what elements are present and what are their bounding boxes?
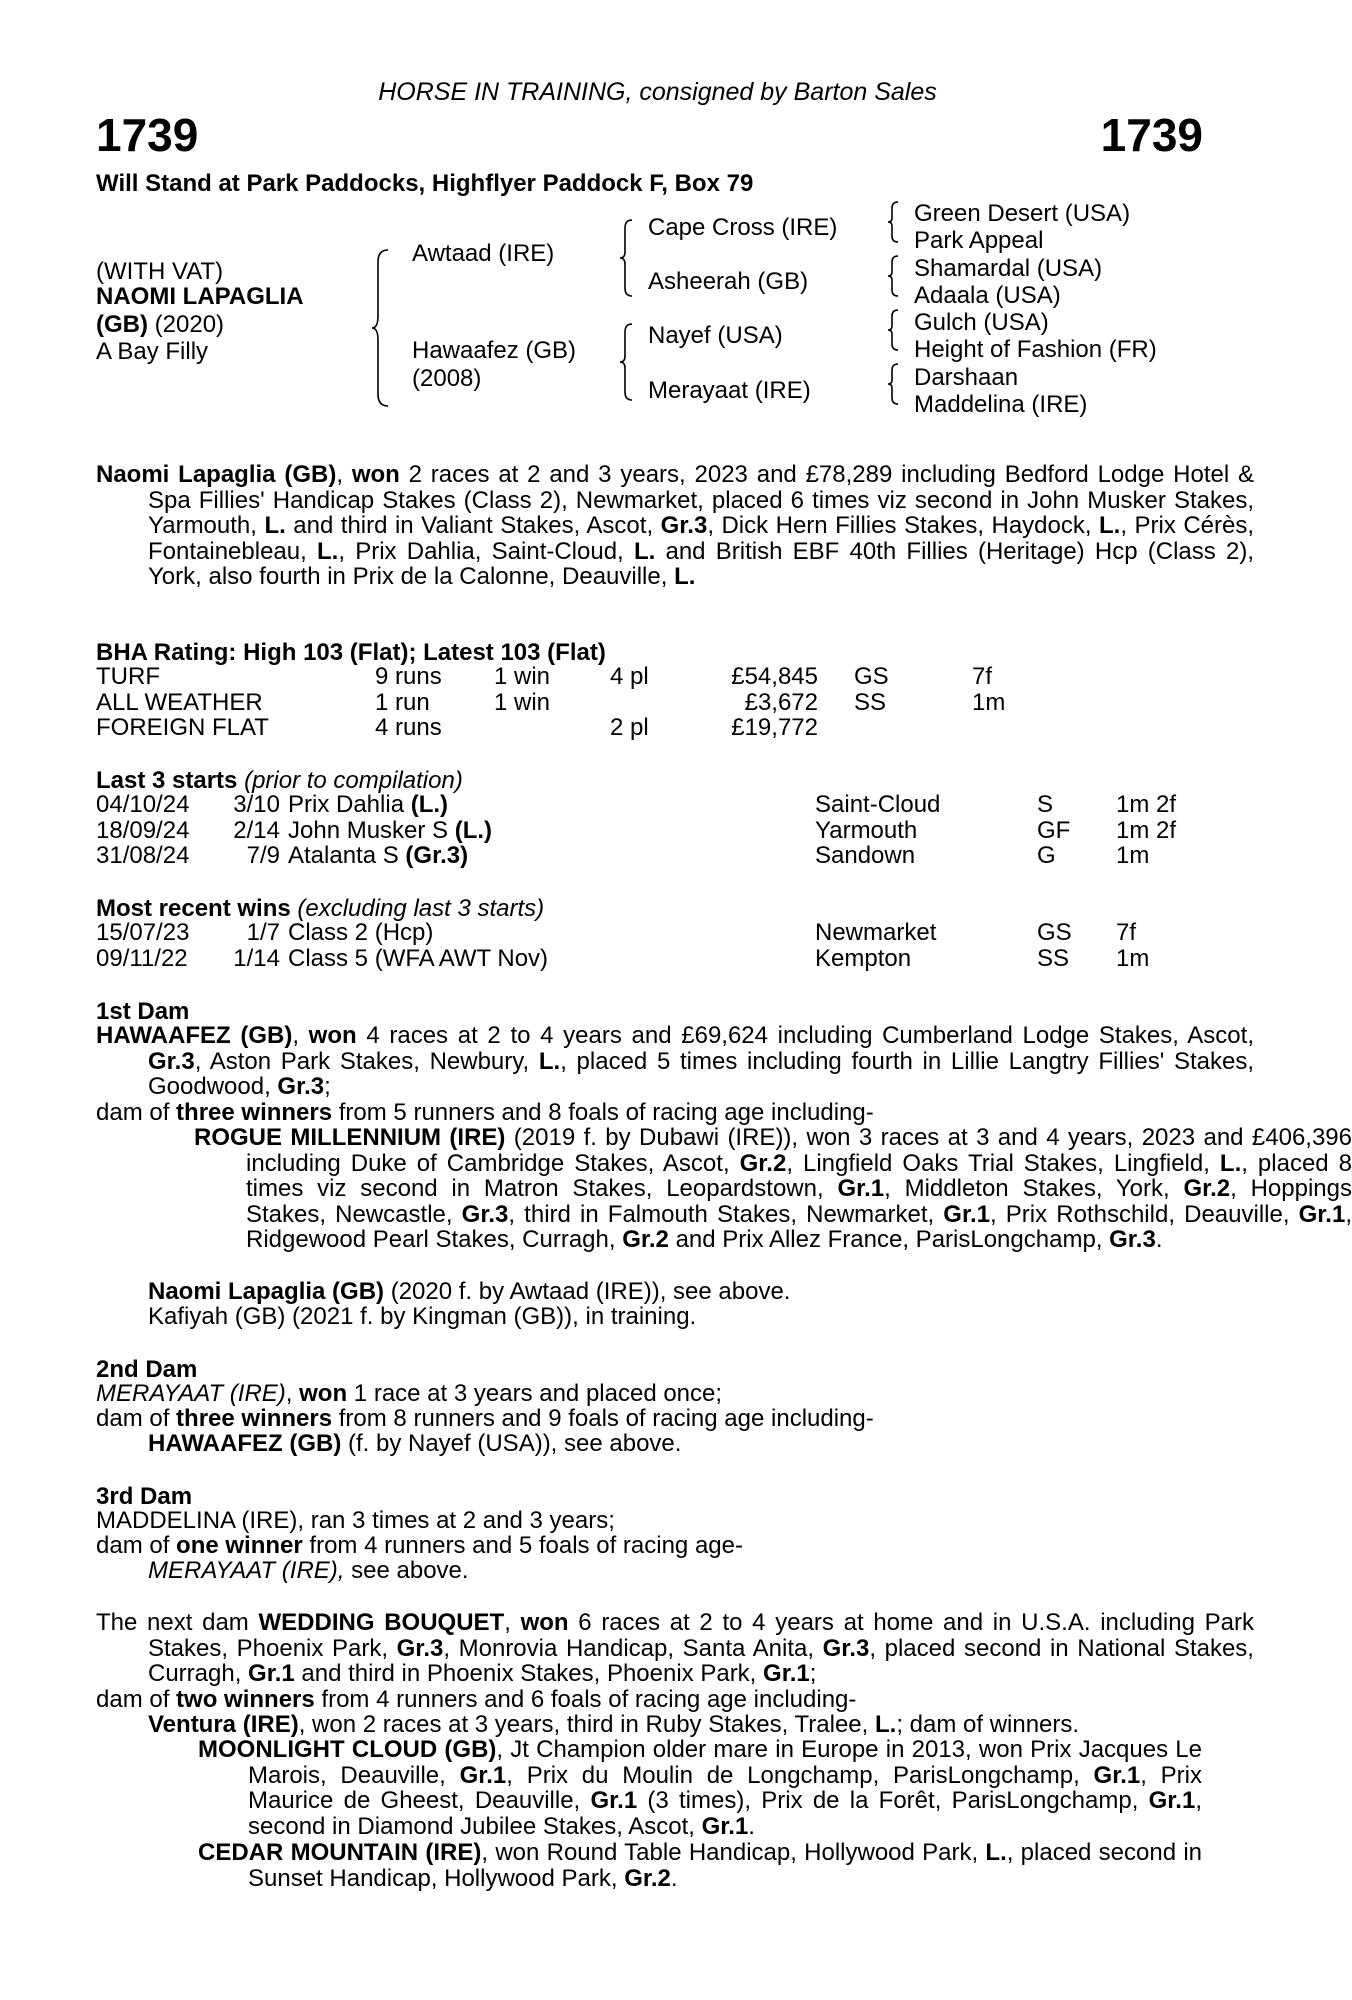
progeny-ventura <box>96 1712 1202 1738</box>
vat-label: (WITH VAT) <box>96 258 224 285</box>
progeny-merayaat <box>96 1558 1202 1584</box>
horse-name: NAOMI LAPAGLIA <box>96 283 304 310</box>
recent-table <box>96 920 1196 974</box>
recent-heading: Most recent wins <box>96 895 291 922</box>
progeny-naomi-lapaglia <box>96 1279 1202 1305</box>
dam2-record: MERAYAAT (IRE), won 1 race at 3 years and placed once; <box>96 1380 723 1407</box>
last3-note: (prior to compilation) <box>237 767 463 794</box>
pedigree-brace-ss <box>886 200 902 244</box>
sire-sire-sire: Green Desert (USA) <box>914 200 1131 227</box>
progeny-rogue-millennium <box>96 1125 1352 1253</box>
summary-text: , Prix Dahlia, Saint-Cloud, <box>338 537 634 565</box>
text: , Hoppings Stakes, Newcastle, <box>246 1175 1352 1228</box>
grade: Gr.2 <box>739 1149 787 1177</box>
summary-horse-name: Naomi Lapaglia (GB) <box>96 461 337 488</box>
text: , Prix Rothschild, Deauville, <box>990 1200 1299 1228</box>
last3-heading: Last 3 starts <box>96 767 238 794</box>
horse-origin: (GB) <box>96 311 148 338</box>
grade: Gr.1 <box>837 1175 885 1203</box>
start-course: Saint-Cloud <box>815 791 941 818</box>
sire-dam-dam: Adaala (USA) <box>914 282 1061 309</box>
text: ; dam of winners. <box>896 1711 1080 1738</box>
win-distance: 7f <box>1116 919 1137 946</box>
text: . <box>1155 1226 1163 1254</box>
grade: L. <box>1099 512 1121 540</box>
page-header-title: HORSE IN TRAINING, consigned by Barton Sales <box>378 78 937 106</box>
start-going: GF <box>1037 816 1071 844</box>
start-distance: 1m <box>1116 842 1150 870</box>
progeny-cedar-mountain-wrap <box>96 1840 1202 1891</box>
progeny-kafiyah: Kafiyah (GB) (2021 f. by Kingman (GB)), in training. <box>148 1303 697 1330</box>
start-race-name: John Musker S <box>288 816 455 844</box>
rating-row <box>96 715 1196 741</box>
text: (2020 f. by Awtaad (IRE)), see above. <box>384 1278 791 1305</box>
start-course: Yarmouth <box>815 816 918 844</box>
grade: L. <box>1219 1149 1242 1177</box>
grade: Gr.1 <box>248 1660 295 1688</box>
bha-rating-heading: BHA Rating: High 103 (Flat); Latest 103 (Flat) <box>96 639 606 666</box>
text: dam of <box>96 1099 177 1126</box>
dam2-produce-summary <box>96 1406 1202 1432</box>
start-grade: (Gr.3) <box>405 842 469 870</box>
text: , won Round Table Handicap, Hollywood Park, <box>481 1839 986 1866</box>
dam3-heading: 3rd Dam <box>96 1483 193 1510</box>
text: . <box>748 1812 755 1840</box>
progeny-name: HAWAAFEZ (GB) <box>148 1430 342 1457</box>
grade: Gr.2 <box>1183 1175 1231 1203</box>
grade: Gr.1 <box>701 1812 749 1840</box>
dam3-record: MADDELINA (IRE), ran 3 times at 2 and 3 years; <box>96 1507 615 1534</box>
recent-note: (excluding last 3 starts) <box>290 895 545 922</box>
text: , third in Falmouth Stakes, Newmarket, <box>508 1200 944 1228</box>
text: (f. by Nayef (USA)), see above. <box>341 1430 682 1457</box>
text: , placed second in Sunset Handicap, Hollywood Park, <box>248 1839 1203 1892</box>
sire-dam: Asheerah (GB) <box>648 268 809 295</box>
start-row <box>96 843 1196 869</box>
progeny-name: Naomi Lapaglia (GB) <box>148 1278 385 1305</box>
rating-runs: 4 runs <box>375 714 442 742</box>
start-date: 18/09/24 <box>96 816 190 844</box>
win-going: GS <box>1037 919 1072 946</box>
text: , Aston Park Stakes, Newbury, <box>194 1047 539 1075</box>
text: from 5 runners and 8 foals of racing age including- <box>332 1099 874 1126</box>
start-distance: 1m 2f <box>1116 816 1177 844</box>
rating-surface: TURF <box>96 663 160 690</box>
start-race-name: Atalanta S <box>288 842 406 870</box>
rating-row <box>96 664 1196 690</box>
text: ; <box>324 1073 331 1101</box>
win-row <box>96 946 1196 972</box>
text: see above. <box>344 1557 469 1584</box>
pedigree-brace-main <box>370 248 392 408</box>
pedigree-brace-sd <box>886 254 902 298</box>
grade: Gr.3 <box>1109 1226 1156 1254</box>
text: , Monrovia Handicap, Santa Anita, <box>443 1634 823 1662</box>
grade: L. <box>985 1839 1007 1866</box>
grade: Gr.2 <box>622 1226 669 1254</box>
win-course: Newmarket <box>815 919 937 946</box>
dam1-record: HAWAAFEZ (GB), won 4 races at 2 to 4 years and £69,624 including Cumberland Lodge Stakes, Ascot, Gr.3, Aston Park Stakes, Newbury, L., placed 5 times including fourth in Lillie Langtry Fillies' Stakes, Goodwood, Gr.3; <box>96 1022 1255 1101</box>
dam1-heading: 1st Dam <box>96 998 190 1025</box>
dam-year: (2008) <box>412 365 482 392</box>
win-row <box>96 920 1196 946</box>
grade: Gr.2 <box>624 1864 671 1892</box>
rating-runs: 1 run <box>375 688 430 716</box>
dam-sire-sire: Gulch (USA) <box>914 309 1049 336</box>
text: , won 2 races at 3 years, third in Ruby Stakes, Tralee, <box>298 1711 875 1738</box>
rating-earnings: £19,772 <box>731 714 818 742</box>
pedigree-brace-ds <box>886 308 902 352</box>
text: , Lingfield Oaks Trial Stakes, Lingfield, <box>786 1149 1220 1177</box>
summary-text: , Dick Hern Fillies Stakes, Haydock, <box>707 512 1100 540</box>
rating-distance: 1m <box>972 688 1006 716</box>
text: . <box>670 1864 678 1892</box>
grade: Gr.3 <box>396 1634 444 1662</box>
text: , second in Diamond Jubilee Stakes, Ascot, <box>248 1787 1202 1840</box>
text: , placed 5 times including fourth in Lillie Langtry Fillies' Stakes, Goodwood, <box>148 1047 1255 1101</box>
winners-count: two winners <box>176 1686 315 1713</box>
text: from 4 runners and 6 foals of racing age including- <box>314 1686 857 1713</box>
summary-text: , Prix Cérès, Fontainebleau, <box>148 512 1255 565</box>
horse-sex: A Bay Filly <box>96 338 209 365</box>
text: from 4 runners and 5 foals of racing age- <box>302 1532 743 1559</box>
text: (2019 f. by Dubawi (IRE)), won 3 races at 3 and 4 years, 2023 and £406,396 including Duke of Cambridge Stakes, Ascot, <box>246 1124 1352 1177</box>
win-date: 09/11/22 <box>96 944 188 972</box>
next-dam-produce-summary <box>96 1687 1202 1713</box>
text: , Middleton Stakes, York, <box>884 1175 1184 1203</box>
text: , Ridgewood Pearl Stakes, Curragh, <box>246 1200 1352 1254</box>
summary-text: and British EBF 40th Fillies (Heritage) Hcp (Class 2), York, also fourth in Prix de la Calonne, Deauville, <box>148 537 1254 591</box>
start-date: 31/08/24 <box>96 842 190 870</box>
dam1-produce-summary <box>96 1100 1202 1126</box>
rating-earnings: £3,672 <box>744 688 818 716</box>
win-position: 1/14 <box>233 944 280 972</box>
grade: Gr.3 <box>277 1073 325 1101</box>
dam1-won: won <box>308 1022 357 1049</box>
start-going: G <box>1037 842 1056 870</box>
text: 6 races at 2 to 4 years at home and in U.S.A. including Park Stakes, Phoenix Park, <box>148 1609 1254 1662</box>
progeny-moonlight-cloud-wrap <box>96 1737 1202 1839</box>
text: dam of <box>96 1532 177 1559</box>
grade: Gr.1 <box>590 1787 638 1815</box>
summary-won: won <box>351 461 400 488</box>
summary-text: and third in Valiant Stakes, Ascot, <box>285 512 661 540</box>
start-going: S <box>1037 791 1054 818</box>
rating-placed: 4 pl <box>610 663 649 690</box>
win-course: Kempton <box>815 944 912 972</box>
rating-going: GS <box>854 663 889 690</box>
start-row <box>96 818 1196 844</box>
grade: L. <box>264 512 286 540</box>
grade: Gr.3 <box>660 512 708 540</box>
sire-sire-dam: Park Appeal <box>914 227 1044 254</box>
start-distance: 1m 2f <box>1116 791 1177 818</box>
race-summary: Naomi Lapaglia (GB), won 2 races at 2 and 3 years, 2023 and £78,289 including Bedford Lodge Hotel & Spa Fillies' Handicap Stakes (Class 2), Newmarket, placed 6 times viz second in John Musker Stakes, Yarmouth, L. and third in Valiant Stakes, Ascot, Gr.3, Dick Hern Fillies Stakes, Haydock, L., Prix Cérès, Fontainebleau, L., Prix Dahlia, Saint-Cloud, L. and British EBF 40th Fillies (Heritage) Hcp (Class 2), York, also fourth in Prix de la Calonne, Deauville, L. <box>96 461 1255 591</box>
text: , Jt Champion older mare in Europe in 2013, won Prix Jacques Le Marois, Deauville, <box>248 1736 1202 1789</box>
lot-number-left: 1739 <box>96 109 199 161</box>
stand-location: Will Stand at Park Paddocks, Highflyer Paddock F, Box 79 <box>96 170 754 197</box>
progeny-name: ROGUE MILLENNIUM (IRE) <box>194 1124 506 1151</box>
win-distance: 1m <box>1116 944 1150 972</box>
next-dam-record: The next dam WEDDING BOUQUET, won 6 races at 2 to 4 years at home and in U.S.A. including Park Stakes, Phoenix Park, Gr.3, Monrovia Handicap, Santa Anita, Gr.3, placed second in National Stakes, Curragh, Gr.1 and third in Phoenix Stakes, Phoenix Park, Gr.1; <box>96 1609 1254 1688</box>
rating-distance: 7f <box>972 663 993 690</box>
start-race <box>288 818 492 844</box>
start-race <box>288 843 468 869</box>
text: and third in Phoenix Stakes, Phoenix Park, <box>294 1660 764 1688</box>
grade: Gr.1 <box>943 1200 990 1228</box>
progeny-name: Ventura (IRE) <box>148 1711 299 1738</box>
text: 4 races at 2 to 4 years and £69,624 including Cumberland Lodge Stakes, Ascot, <box>356 1022 1254 1049</box>
dam1-name: HAWAAFEZ (GB) <box>96 1022 293 1049</box>
grade: L. <box>538 1047 561 1075</box>
pedigree-brace-sire <box>618 218 636 298</box>
start-course: Sandown <box>815 842 916 870</box>
rating-placed: 2 pl <box>610 714 649 742</box>
grade: Gr.1 <box>459 1761 507 1789</box>
dam-dam-dam: Maddelina (IRE) <box>914 391 1088 418</box>
rating-row <box>96 690 1196 716</box>
rating-runs: 9 runs <box>375 663 442 690</box>
grade: Gr.3 <box>461 1200 509 1228</box>
text: and Prix Allez France, ParisLongchamp, <box>668 1226 1110 1254</box>
start-grade: (L.) <box>410 791 449 818</box>
progeny-cedar-mountain <box>198 1840 1202 1891</box>
grade: Gr.1 <box>763 1660 810 1688</box>
grade: Gr.1 <box>1148 1787 1196 1815</box>
progeny-hawaafez <box>96 1431 1202 1457</box>
dam3-produce-summary <box>96 1533 1202 1559</box>
dam-dam: Merayaat (IRE) <box>648 377 811 404</box>
horse-year: (2020) <box>154 311 225 338</box>
progeny-name: CEDAR MOUNTAIN (IRE) <box>198 1839 482 1866</box>
summary-text: 2 races at 2 and 3 years, 2023 and £78,289 including Bedford Lodge Hotel & Spa Fillies' Handicap Stakes (Class 2), Newmarket, placed 6 times viz second in John Musker Stakes, Yarmouth, <box>148 461 1254 540</box>
text: 1 race at 3 years and placed once; <box>347 1380 723 1407</box>
start-position: 7/9 <box>246 842 280 870</box>
winners-count: three winners <box>176 1405 333 1432</box>
start-grade: (L.) <box>454 816 493 844</box>
rating-wins: 1 win <box>494 663 551 690</box>
sire-dam-sire: Shamardal (USA) <box>914 255 1103 282</box>
dam-sire: Nayef (USA) <box>648 322 783 349</box>
start-row <box>96 792 1196 818</box>
progeny-name: MOONLIGHT CLOUD (GB) <box>198 1736 497 1763</box>
lot-number-right: 1739 <box>1100 109 1203 161</box>
rating-wins: 1 win <box>494 688 551 716</box>
win-date: 15/07/23 <box>96 919 190 946</box>
start-position: 2/14 <box>233 816 280 844</box>
progeny-moonlight-cloud <box>198 1737 1202 1839</box>
dam2-name: MERAYAAT (IRE) <box>96 1380 286 1407</box>
grade: L. <box>674 563 696 591</box>
win-race: Class 5 (WFA AWT Nov) <box>288 944 549 972</box>
winners-count: three winners <box>176 1099 333 1126</box>
text: dam of <box>96 1405 177 1432</box>
text: dam of <box>96 1686 177 1713</box>
win-race: Class 2 (Hcp) <box>288 919 434 946</box>
text: , Prix du Moulin de Longchamp, ParisLongchamp, <box>506 1761 1094 1789</box>
start-date: 04/10/24 <box>96 791 190 818</box>
rating-table <box>96 664 1196 744</box>
dam-sire-dam: Height of Fashion (FR) <box>914 336 1157 363</box>
text: , placed 8 times viz second in Matron Stakes, Leopardstown, <box>246 1149 1352 1203</box>
dam-dam-sire: Darshaan <box>914 364 1019 391</box>
text: , placed second in National Stakes, Curragh, <box>148 1634 1254 1688</box>
grade: L. <box>874 1711 897 1738</box>
start-race <box>288 792 448 818</box>
sire: Awtaad (IRE) <box>412 240 555 267</box>
dam2-heading: 2nd Dam <box>96 1356 198 1383</box>
last3-table <box>96 792 1196 872</box>
grade: Gr.1 <box>1298 1200 1346 1228</box>
sire-sire: Cape Cross (IRE) <box>648 214 838 241</box>
start-race-name: Prix Dahlia <box>288 791 411 818</box>
dam2-won: won <box>299 1380 348 1407</box>
rating-earnings: £54,845 <box>731 663 818 690</box>
pedigree-brace-dam <box>618 322 636 402</box>
text: , Prix Maurice de Gheest, Deauville, <box>248 1761 1202 1815</box>
grade: Gr.3 <box>822 1634 870 1662</box>
text: The next dam <box>96 1609 259 1636</box>
horse-origin-year <box>96 311 224 339</box>
start-position: 3/10 <box>233 791 280 818</box>
winners-count: one winner <box>176 1532 303 1559</box>
text: (3 times), Prix de la Forêt, ParisLongchamp, <box>637 1787 1149 1815</box>
next-dam-won: won <box>520 1609 569 1636</box>
grade: L. <box>633 537 656 565</box>
rating-going: SS <box>854 688 887 716</box>
grade: L. <box>317 537 339 565</box>
rating-surface: ALL WEATHER <box>96 688 263 716</box>
next-dam-name: WEDDING BOUQUET <box>258 1609 505 1636</box>
text: from 8 runners and 9 foals of racing age including- <box>332 1405 874 1432</box>
text: ; <box>809 1660 817 1688</box>
dam: Hawaafez (GB) <box>412 337 577 364</box>
win-going: SS <box>1037 944 1070 972</box>
win-position: 1/7 <box>246 919 280 946</box>
rating-surface: FOREIGN FLAT <box>96 714 269 742</box>
grade: Gr.3 <box>148 1047 195 1075</box>
progeny-name: MERAYAAT (IRE), <box>148 1557 345 1584</box>
grade: Gr.1 <box>1093 1761 1141 1789</box>
pedigree-brace-dd <box>886 362 902 406</box>
